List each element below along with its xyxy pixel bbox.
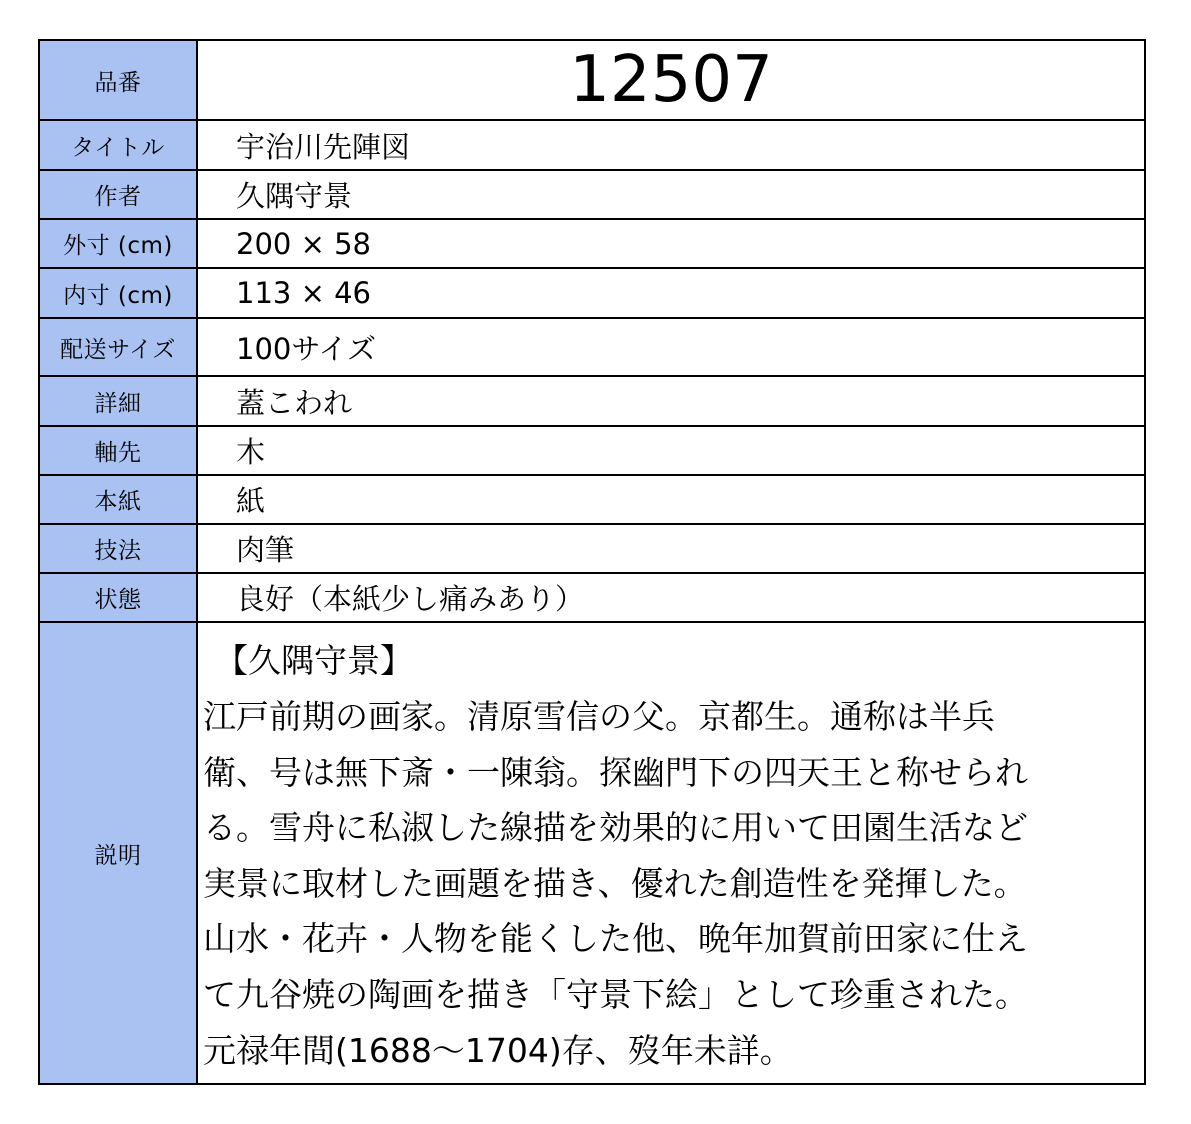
row-artist [40,169,1144,218]
shipping-size-value: 100サイズ [236,331,377,366]
column-divider [196,623,198,1083]
description-heading: 【久隅守景】 [215,641,413,680]
column-divider [196,171,198,218]
label-inner-size: 内寸 (cm) [40,269,196,317]
condition-value: 良好（本紙少し痛みあり） [236,582,585,616]
row-roller-end [40,425,1144,474]
column-divider [196,476,198,523]
outer-size-value: 200 × 58 [236,226,371,261]
title-value: 宇治川先陣図 [236,129,411,164]
column-divider [196,377,198,425]
label-details: 詳細 [40,377,196,425]
label-base-material: 本紙 [40,476,196,523]
column-divider [196,269,198,317]
label-description: 説明 [40,623,196,1083]
label-item-number: 品番 [40,41,196,119]
label-artist: 作者 [40,171,196,218]
row-outer-size [40,218,1144,267]
column-divider [196,319,198,375]
roller-end-value: 木 [236,435,266,469]
row-details [40,375,1144,425]
row-title [40,119,1144,169]
row-condition [40,572,1144,621]
label-outer-size: 外寸 (cm) [40,220,196,267]
description-body: 江戸前期の画家。清原雪信の父。京都生。通称は半兵 衛、号は無下斎・一陳翁。探幽門下の四天王と称せられ る。雪舟に私淑した線描を効果的に用いて田園生活など 実景に取材した画題を描き、優れた創造性を発揮した。 山水・花卉・人物を能くした他、晩年加賀前田家に仕え て九谷焼の陶画を描き「守景下絵」として珍重された。 元禄年間(1688〜1704)存、歿年未詳。 [203,697,1028,1070]
row-technique [40,523,1144,572]
row-shipping-size [40,317,1144,375]
base-material-value: 紙 [236,484,266,518]
technique-value: 肉筆 [236,533,295,567]
item-number-value: 12507 [569,43,773,117]
label-title: タイトル [40,121,196,169]
row-base-material [40,474,1144,523]
details-value: 蓋こわれ [236,385,353,420]
label-shipping-size: 配送サイズ [40,319,196,375]
inner-size-value: 113 × 46 [236,276,371,310]
column-divider [196,220,198,267]
product-info-table [38,39,1146,1085]
column-divider [196,525,198,572]
label-roller-end: 軸先 [40,427,196,474]
column-divider [196,121,198,169]
artist-value: 久隅守景 [236,179,353,213]
column-divider [196,427,198,474]
description-text [203,633,1124,1078]
label-condition: 状態 [40,574,196,621]
row-inner-size [40,267,1144,317]
row-description [40,621,1144,1083]
column-divider [196,574,198,621]
label-technique: 技法 [40,525,196,572]
row-item-number [40,41,1144,119]
